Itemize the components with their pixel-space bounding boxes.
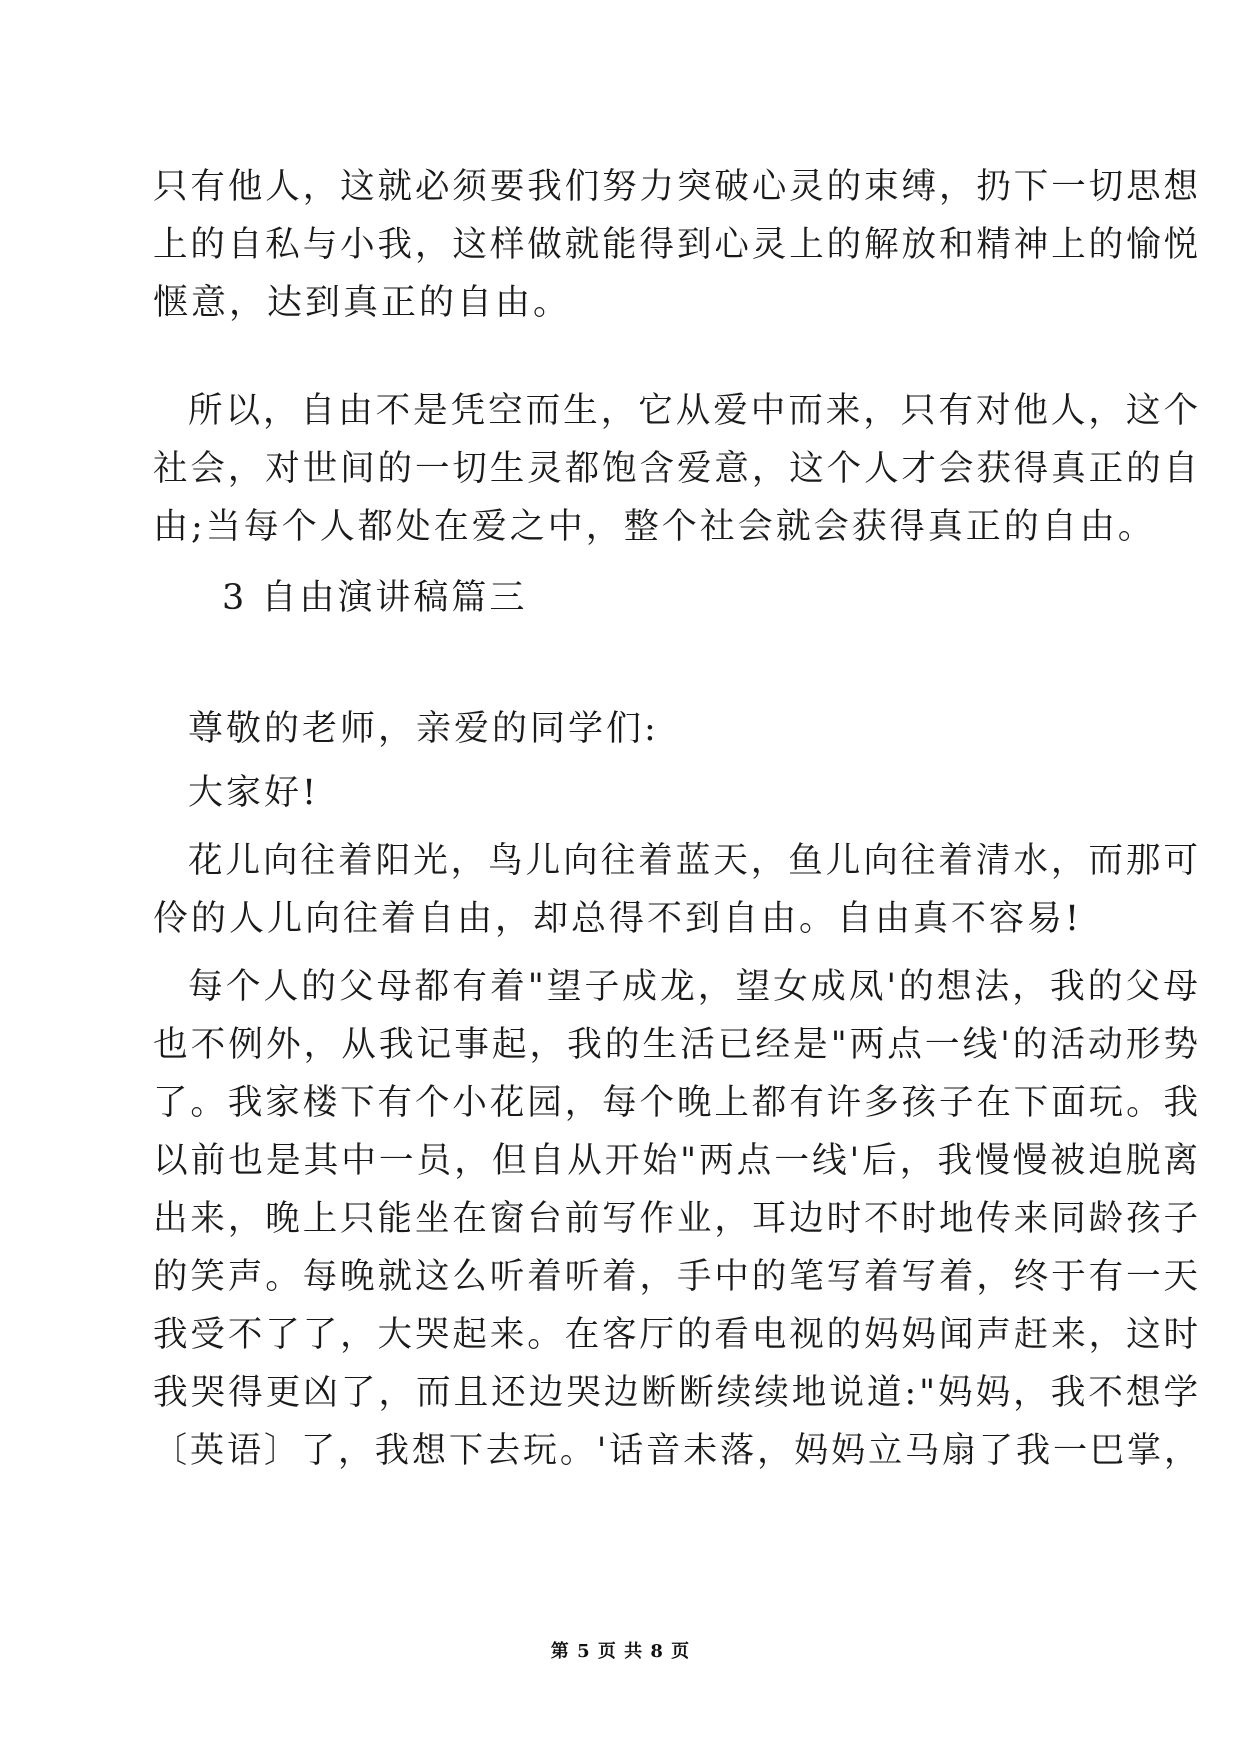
section-heading bbox=[0, 568, 1241, 628]
heading-text: 3 自由演讲稿篇三 bbox=[222, 578, 528, 618]
line-text: 伶的人儿向往着自由，却总得不到自由。自由真不容易! bbox=[153, 899, 1083, 939]
text-line bbox=[0, 1131, 1241, 1191]
line-text: 上的自私与小我，这样做就能得到心灵上的解放和精神上的愉悦 bbox=[153, 225, 1201, 265]
text-line bbox=[0, 157, 1241, 217]
line-text: 以前也是其中一员，但自从开始"两点一线'后，我慢慢被迫脱离 bbox=[153, 1141, 1202, 1181]
line-text: 的笑声。每晚就这么听着听着，手中的笔写着写着，终于有一天 bbox=[153, 1257, 1201, 1297]
text-line bbox=[0, 497, 1241, 557]
line-text: 社会，对世间的一切生灵都饱含爱意，这个人才会获得真正的自 bbox=[153, 449, 1201, 489]
text-line bbox=[0, 889, 1241, 949]
line-text: 出来，晚上只能坐在窗台前写作业，耳边时不时地传来同龄孩子 bbox=[153, 1199, 1201, 1239]
line-text: 只有他人，这就必须要我们努力突破心灵的束缚，扔下一切思想 bbox=[153, 167, 1201, 207]
text-line bbox=[0, 273, 1241, 333]
greeting bbox=[0, 763, 1241, 823]
text-line bbox=[0, 831, 1241, 891]
salutation bbox=[0, 699, 1241, 759]
text-line bbox=[0, 1247, 1241, 1307]
line-text: 〔英语〕了，我想下去玩。'话音未落，妈妈立马扇了我一巴掌， bbox=[153, 1431, 1201, 1471]
line-text: 每个人的父母都有着"望子成龙，望女成凤'的想法，我的父母 bbox=[188, 967, 1202, 1007]
text-line bbox=[0, 957, 1241, 1017]
line-text: 了。我家楼下有个小花园，每个晚上都有许多孩子在下面玩。我 bbox=[153, 1083, 1201, 1123]
line-text: 由;当每个人都处在爱之中，整个社会就会获得真正的自由。 bbox=[153, 507, 1156, 547]
line-text: 所以，自由不是凭空而生，它从爱中而来，只有对他人，这个 bbox=[188, 391, 1201, 431]
text-line bbox=[0, 1421, 1241, 1481]
line-text: 我哭得更凶了，而且还边哭边断断续续地说道:"妈妈，我不想学 bbox=[153, 1373, 1202, 1413]
line-text: 惬意，达到真正的自由。 bbox=[153, 283, 572, 323]
text-line bbox=[0, 1015, 1241, 1075]
text-line bbox=[0, 1189, 1241, 1249]
text-line bbox=[0, 1363, 1241, 1423]
line-text: 也不例外，从我记事起，我的生活已经是"两点一线'的活动形势 bbox=[153, 1025, 1202, 1065]
line-text: 尊敬的老师，亲爱的同学们: bbox=[188, 709, 659, 749]
text-line bbox=[0, 1305, 1241, 1365]
line-text: 大家好! bbox=[188, 773, 320, 813]
line-text: 花儿向往着阳光，鸟儿向往着蓝天，鱼儿向往着清水，而那可 bbox=[188, 841, 1201, 881]
line-text: 我受不了了，大哭起来。在客厅的看电视的妈妈闻声赶来，这时 bbox=[153, 1315, 1201, 1355]
page-number-footer: 第 5 页 共 8 页 bbox=[550, 1641, 691, 1662]
text-line bbox=[0, 439, 1241, 499]
text-line bbox=[0, 381, 1241, 441]
text-line bbox=[0, 215, 1241, 275]
text-line bbox=[0, 1073, 1241, 1133]
